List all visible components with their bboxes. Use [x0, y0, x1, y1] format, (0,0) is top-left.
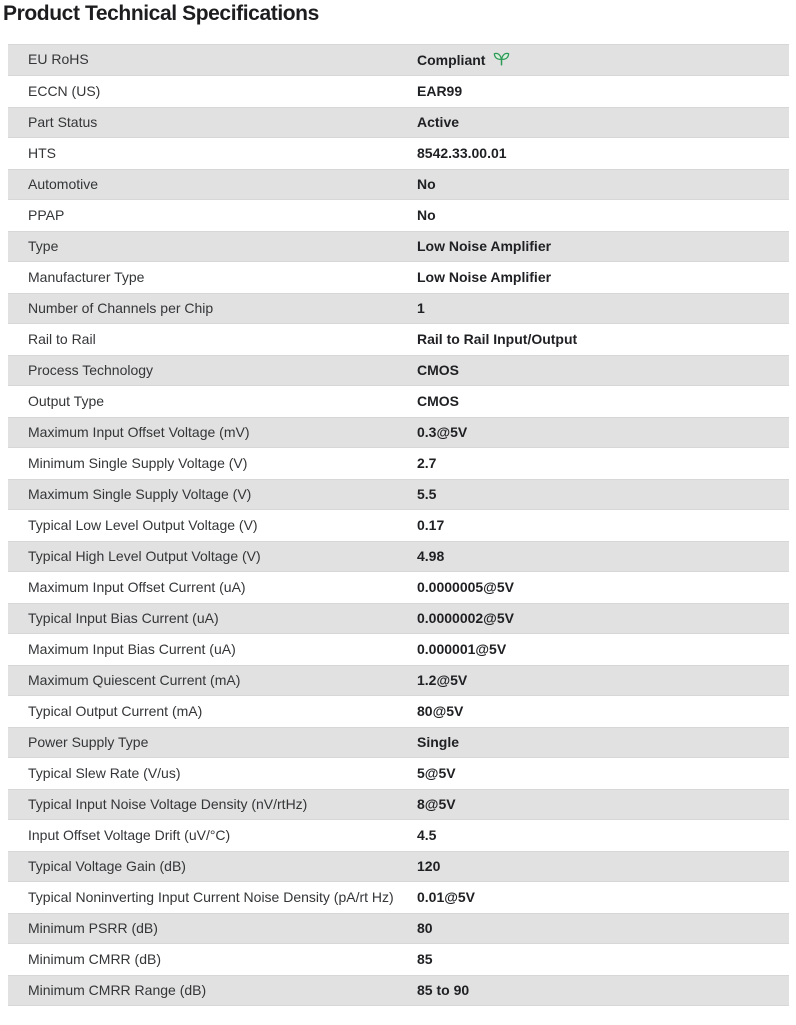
spec-value-text: CMOS	[417, 393, 459, 409]
spec-value	[417, 231, 789, 261]
spec-value-text: 0.0000002@5V	[417, 610, 514, 626]
spec-label: Maximum Single Supply Voltage (V)	[28, 486, 252, 502]
table-row	[8, 355, 789, 386]
spec-label: Rail to Rail	[28, 331, 96, 347]
spec-value	[417, 882, 789, 912]
spec-value	[417, 417, 789, 447]
spec-label: EU RoHS	[28, 51, 89, 67]
spec-value-text: 1.2@5V	[417, 672, 468, 688]
spec-value	[417, 44, 789, 76]
spec-value-text: 85 to 90	[417, 982, 470, 998]
spec-value	[417, 634, 789, 664]
spec-value	[417, 541, 789, 571]
spec-value	[417, 727, 789, 757]
spec-value-text: Low Noise Amplifier	[417, 238, 552, 254]
spec-label: ECCN (US)	[28, 83, 101, 99]
table-row	[8, 634, 789, 665]
table-row	[8, 76, 789, 107]
spec-value-text: 0.3@5V	[417, 424, 468, 440]
spec-value-text: CMOS	[417, 362, 459, 378]
spec-value	[417, 913, 789, 943]
spec-label: Power Supply Type	[28, 734, 149, 750]
spec-label: Typical Low Level Output Voltage (V)	[28, 517, 258, 533]
spec-label: Maximum Quiescent Current (mA)	[28, 672, 241, 688]
table-row	[8, 603, 789, 634]
spec-value-text: 120	[417, 858, 441, 874]
spec-value-text: Low Noise Amplifier	[417, 269, 552, 285]
spec-value	[417, 479, 789, 509]
table-row	[8, 665, 789, 696]
table-row	[8, 758, 789, 789]
spec-label: Typical Output Current (mA)	[28, 703, 203, 719]
spec-label: Maximum Input Bias Current (uA)	[28, 641, 236, 657]
spec-label: Minimum CMRR Range (dB)	[28, 982, 207, 998]
spec-value-text: 4.5	[417, 827, 437, 843]
spec-value	[417, 975, 789, 1005]
table-row	[8, 138, 789, 169]
table-row	[8, 913, 789, 944]
spec-label: Typical Input Noise Voltage Density (nV/rtHz)	[28, 796, 308, 812]
page-title: Product Technical Specifications	[3, 2, 319, 25]
spec-label: Process Technology	[28, 362, 154, 378]
spec-label: Maximum Input Offset Current (uA)	[28, 579, 246, 595]
spec-value	[417, 789, 789, 819]
spec-value	[417, 324, 789, 354]
spec-value-text: Single	[417, 734, 460, 750]
spec-value	[417, 820, 789, 850]
spec-value-text: 8@5V	[417, 796, 456, 812]
spec-table	[8, 44, 789, 1006]
spec-value-text: 0.17	[417, 517, 445, 533]
table-row	[8, 324, 789, 355]
spec-label: Typical Voltage Gain (dB)	[28, 858, 186, 874]
spec-value-text: 5@5V	[417, 765, 456, 781]
table-row	[8, 541, 789, 572]
spec-value	[417, 758, 789, 788]
spec-value	[417, 138, 789, 168]
spec-value	[417, 851, 789, 881]
spec-value	[417, 169, 789, 199]
table-row	[8, 510, 789, 541]
spec-label: Number of Channels per Chip	[28, 300, 214, 316]
spec-label: Manufacturer Type	[28, 269, 145, 285]
spec-value	[417, 107, 789, 137]
spec-value	[417, 665, 789, 695]
table-row	[8, 448, 789, 479]
spec-label: Input Offset Voltage Drift (uV/°C)	[28, 827, 231, 843]
spec-value-text: No	[417, 176, 436, 192]
spec-label: Minimum Single Supply Voltage (V)	[28, 455, 248, 471]
spec-label: Minimum PSRR (dB)	[28, 920, 158, 936]
table-row	[8, 417, 789, 448]
table-row	[8, 479, 789, 510]
spec-value-text: Rail to Rail Input/Output	[417, 331, 578, 347]
spec-value-text: 0.000001@5V	[417, 641, 507, 657]
table-row	[8, 293, 789, 324]
spec-label: Typical High Level Output Voltage (V)	[28, 548, 261, 564]
spec-value-text: 85	[417, 951, 433, 967]
spec-value-text: 0.01@5V	[417, 889, 476, 905]
spec-label: Automotive	[28, 176, 99, 192]
spec-value	[417, 448, 789, 478]
spec-value-text: Active	[417, 114, 460, 130]
spec-label: Minimum CMRR (dB)	[28, 951, 161, 967]
spec-value-text: 0.0000005@5V	[417, 579, 514, 595]
table-row	[8, 820, 789, 851]
table-row	[8, 572, 789, 603]
table-row	[8, 107, 789, 138]
spec-value-text: 2.7	[417, 455, 437, 471]
spec-label: HTS	[28, 145, 56, 161]
spec-value-text: 8542.33.00.01	[417, 145, 507, 161]
spec-value	[417, 944, 789, 974]
spec-value	[417, 262, 789, 292]
spec-value	[417, 510, 789, 540]
spec-value-text: 80@5V	[417, 703, 464, 719]
table-row	[8, 262, 789, 293]
spec-label: Part Status	[28, 114, 98, 130]
spec-label: Output Type	[28, 393, 105, 409]
leaf-icon	[493, 51, 510, 70]
table-row	[8, 200, 789, 231]
table-row	[8, 882, 789, 913]
spec-label: Typical Noninverting Input Current Noise Density (pA/rt Hz)	[28, 889, 394, 905]
table-row	[8, 386, 789, 417]
spec-label: Maximum Input Offset Voltage (mV)	[28, 424, 250, 440]
spec-value-text: 4.98	[417, 548, 445, 564]
spec-value	[417, 293, 789, 323]
table-row	[8, 231, 789, 262]
table-row	[8, 169, 789, 200]
table-row	[8, 696, 789, 727]
spec-label: PPAP	[28, 207, 65, 223]
table-row	[8, 975, 789, 1006]
spec-label: Type	[28, 238, 59, 254]
spec-value	[417, 76, 789, 106]
spec-value-text: EAR99	[417, 83, 463, 99]
spec-value	[417, 355, 789, 385]
table-row	[8, 727, 789, 758]
spec-value-text: 80	[417, 920, 433, 936]
spec-value	[417, 386, 789, 416]
spec-value	[417, 603, 789, 633]
table-row	[8, 944, 789, 975]
spec-label: Typical Slew Rate (V/us)	[28, 765, 181, 781]
spec-value-text: No	[417, 207, 436, 223]
table-row	[8, 851, 789, 882]
spec-value	[417, 572, 789, 602]
spec-value	[417, 696, 789, 726]
spec-value-text: 1	[417, 300, 425, 316]
spec-value	[417, 200, 789, 230]
table-row	[8, 44, 789, 76]
spec-label: Typical Input Bias Current (uA)	[28, 610, 219, 626]
spec-value-text: Compliant	[417, 52, 486, 68]
spec-value-text: 5.5	[417, 486, 437, 502]
table-row	[8, 789, 789, 820]
